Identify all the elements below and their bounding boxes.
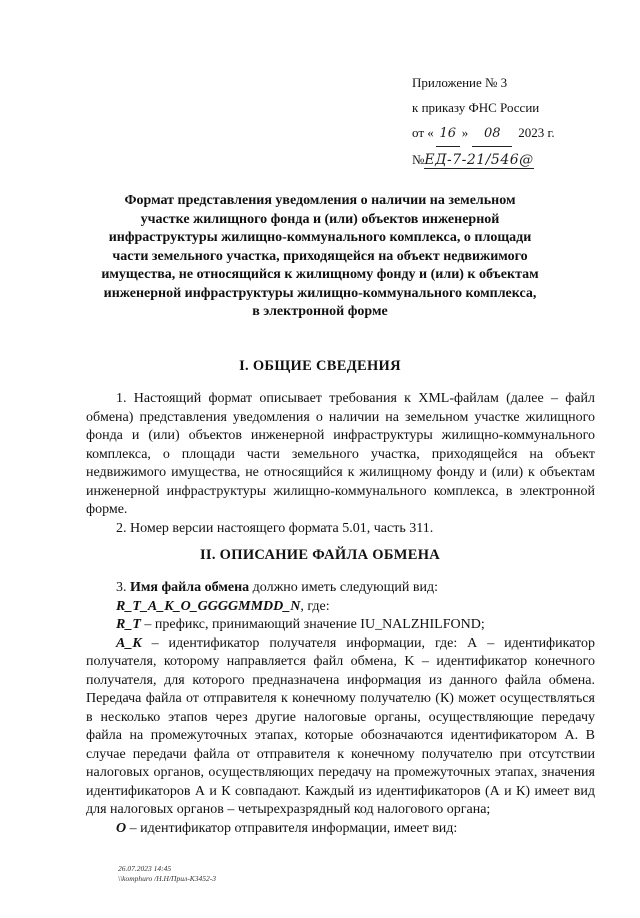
paragraph-2: 2. Номер версии настоящего формата 5.01, часть 311. (116, 520, 434, 536)
date-month: 08 (472, 121, 512, 147)
appendix-order: к приказу ФНС России (412, 100, 540, 115)
ak-code: A_K (116, 635, 142, 651)
paragraph-1: 1. Настоящий формат описывает требования к XML-файлам (далее – файл обмена) представления уведомления о наличии на земельном участке жилищного фонда и (или) объектов инженерной инфраструктуры жилищно-коммунального комплекса, о площади части земельного участка, приходящейся на объект недвижимого имущества, не относящийся к жилищному фонду и (или) к объектам инженерной инфраструктуры жилищно-коммунального комплекса, в электронной форме. (86, 391, 595, 517)
appendix-number (412, 147, 555, 173)
appendix-block (412, 70, 555, 173)
rt-code: R_T (116, 617, 141, 632)
appendix-date (412, 120, 555, 147)
section-2-body (86, 579, 595, 838)
p3-term: Имя файла обмена (130, 580, 250, 595)
footer-filepath: \\komphuro /Н.Н/Прил-К3452-3 (118, 874, 216, 883)
footer-timestamp: 26.07.2023 14:45 (118, 864, 172, 873)
date-prefix: от « (412, 125, 434, 140)
section-1-heading: I. ОБЩИЕ СВЕДЕНИЯ (239, 358, 401, 374)
date-year: 2023 г. (518, 125, 555, 140)
o-definition (86, 820, 595, 839)
p3-text: должно иметь следующий вид: (252, 580, 439, 595)
rt-text: – префикс, принимающий значение IU_NALZHILFOND; (144, 617, 485, 632)
rt-definition (86, 616, 595, 635)
date-day: 16 (436, 121, 460, 147)
section-1-body (86, 390, 595, 538)
section-2-heading: II. ОПИСАНИЕ ФАЙЛА ОБМЕНА (199, 547, 441, 563)
number-prefix: № (412, 152, 425, 167)
date-mid: » (461, 125, 469, 140)
p3-number: 3. (116, 580, 127, 595)
ak-definition (86, 635, 595, 820)
pattern-code: R_T_A_K_O_GGGGMMDD_N (116, 598, 301, 614)
o-text: – идентификатор отправителя информации, имеет вид: (129, 820, 458, 836)
order-number: ЕД-7-21/546@ (424, 152, 534, 168)
document-title: Формат представления уведомления о наличии на земельном участке жилищного фонда и (или) объектов инженерной инфраструктуры жилищно-коммунального комплекса, о площади части земельного участка, приходящейся на объект недвижимого имущества, не относящийся к жилищному фонду и (или) к объектам инженерной инфраструктуры жилищно-коммунального комплекса, в электронной форме (101, 193, 539, 319)
pattern-suffix: , где: (300, 598, 330, 614)
o-code: O (116, 820, 127, 836)
file-name-pattern (86, 598, 595, 617)
paragraph-3 (86, 579, 595, 598)
footer-meta (118, 864, 216, 884)
ak-text: – идентификатор получателя информации, где: А – идентификатор получателя, которому направляется файл обмена, K – идентификатор конечного получателя, для которого предназначена информация из данного файла обмена. Передача файла от отправителя к конечному получателю (К) может осуществляться в несколько этапов через другие налоговые органы, осуществляющие передачу файла на промежуточных этапах, которые обозначаются идентификатором А. В случае передачи файла от отправителя к конечному получателю при отсутствии налоговых органов, осуществляющих передачу на промежуточных этапах, значения идентификаторов А и К совпадают. Каждый из идентификаторов (А и К) имеет вид для налоговых органов – четырехразрядный код налогового органа; (86, 635, 595, 817)
appendix-title: Приложение № 3 (412, 75, 508, 90)
